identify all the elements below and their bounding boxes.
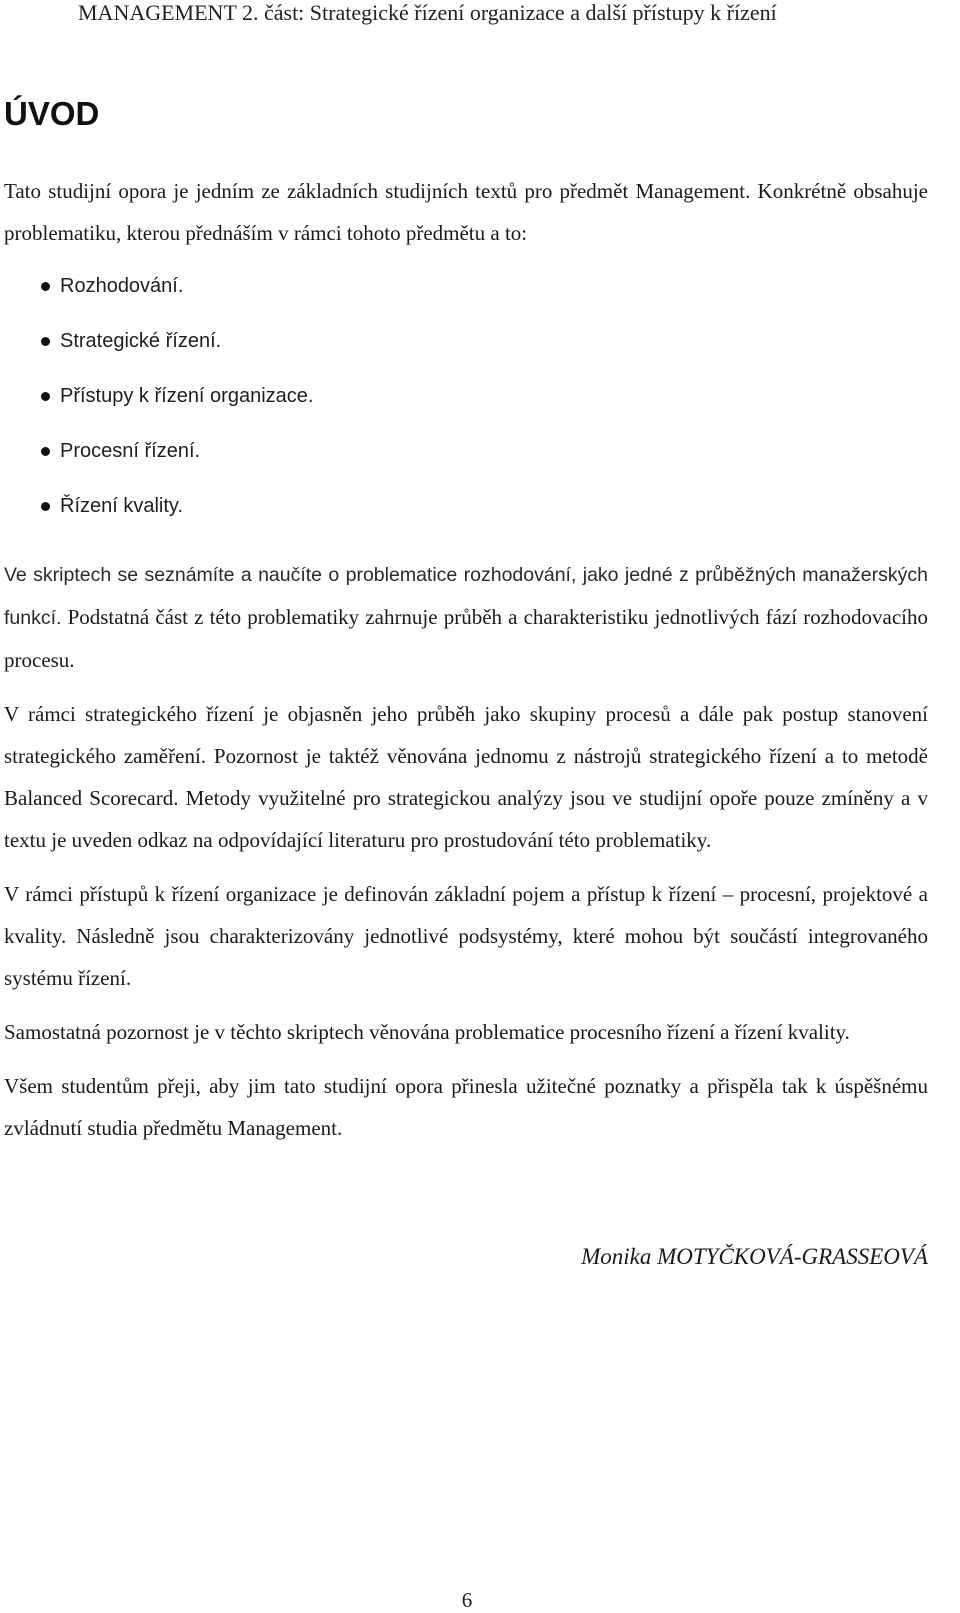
list-item-label: Přístupy k řízení organizace. xyxy=(60,385,314,407)
section-heading: ÚVOD xyxy=(4,95,100,132)
decision-paragraph xyxy=(4,553,928,681)
bullet-icon xyxy=(41,337,50,346)
list-item xyxy=(4,265,928,320)
strategic-paragraph: V rámci strategického řízení je objasněn jeho průběh jako skupiny procesů a dále pak postup stanovení strategického zaměření. Pozornost je taktéž věnována jednomu z nástrojů strategického řízení a to metodě Balanced Scorecard. Metody využitelné pro strategickou analýzy jsou ve studijní opoře pouze zmíněny a v textu je uveden odkaz na odpovídající literaturu pro prostudování této problematiky. xyxy=(4,702,928,852)
document-body xyxy=(4,170,928,1149)
list-item-label: Rozhodování. xyxy=(60,275,184,297)
author-signature: Monika MOTYČKOVÁ-GRASSEOVÁ xyxy=(581,1244,928,1269)
list-item xyxy=(4,430,928,485)
list-item xyxy=(4,320,928,375)
approaches-paragraph: V rámci přístupů k řízení organizace je definován základní pojem a přístup k řízení – procesní, projektové a kvality. Následně jsou charakterizovány jednotlivé podsystémy, které mohou být součástí integrovaného systému řízení. xyxy=(4,882,928,990)
bullet-icon xyxy=(41,502,50,511)
page-number: 6 xyxy=(461,1588,473,1612)
list-item-label: Procesní řízení. xyxy=(60,440,201,462)
running-header: MANAGEMENT 2. část: Strategické řízení organizace a další přístupy k řízení xyxy=(78,0,777,25)
bullet-icon xyxy=(41,392,50,401)
decision-sentence-2: Podstatná část z této problematiky zahrnuje průběh a charakteristiku jednotlivých fází rozhodovacího procesu. xyxy=(4,605,928,672)
list-item xyxy=(4,485,928,540)
quality-paragraph: Samostatná pozornost je v těchto skriptech věnována problematice procesního řízení a řízení kvality. xyxy=(4,1020,850,1044)
decision-sentence-1: Ve skriptech se seznámíte a naučíte o problematice rozhodování, jako jedné z průběžných manažerských funkcí. xyxy=(4,564,928,629)
list-item xyxy=(4,375,928,430)
list-item-label: Řízení kvality. xyxy=(60,495,183,517)
intro-paragraph: Tato studijní opora je jedním ze základních studijních textů pro předmět Management. Konkrétně obsahuje problematiku, kterou přednáším v rámci tohoto předmětu a to: xyxy=(4,179,928,245)
bullet-icon xyxy=(41,282,50,291)
bullet-icon xyxy=(41,447,50,456)
closing-paragraph: Všem studentům přeji, aby jim tato studijní opora přinesla užitečné poznatky a přispěla tak k úspěšnému zvládnutí studia předmětu Management. xyxy=(4,1074,928,1140)
topic-list xyxy=(4,265,928,540)
list-item-label: Strategické řízení. xyxy=(60,330,222,352)
